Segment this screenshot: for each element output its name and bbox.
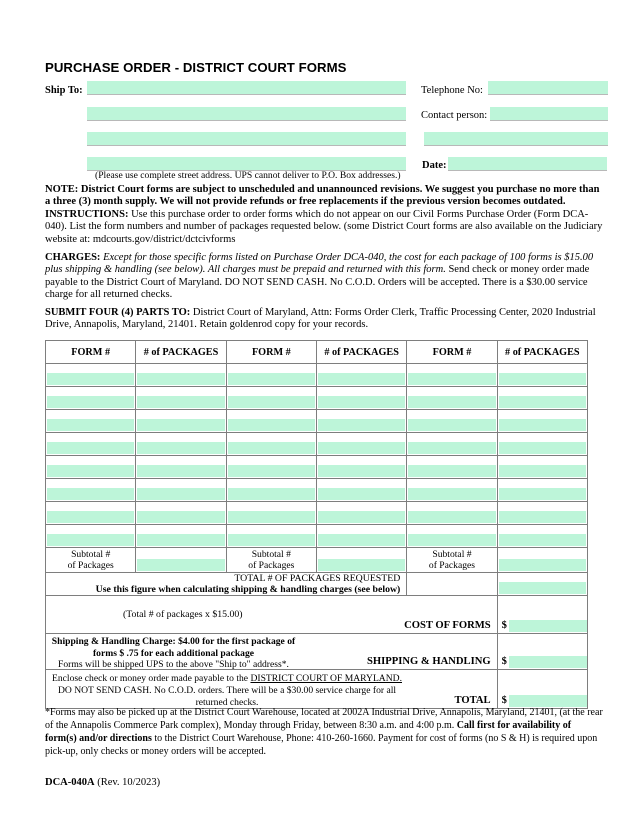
form-revision: (Rev. 10/2023) [97, 777, 161, 788]
shipping-handling-label: SHIPPING & HANDLING [367, 656, 491, 667]
form-number-cell [407, 479, 497, 502]
subtotal-label-line2: of Packages [248, 560, 295, 571]
form-number-input[interactable] [408, 419, 495, 431]
cost-of-forms-label: COST OF FORMS [404, 620, 491, 631]
package-count-input[interactable] [318, 396, 405, 408]
column-header-form-number: FORM # [407, 341, 497, 364]
ship-to-label: Ship To: [45, 85, 83, 96]
column-header-form-number: FORM # [46, 341, 136, 364]
package-count-input[interactable] [137, 488, 224, 500]
instructions-text: Use this purchase order to order forms which do not appear on our Civil Forms Purchase Order (Form DCA-040). List the form numbers and number of packages requested below. (some District Court forms are also available on the Judiciary website at: mdcourts.gov/district/dctcivforms [45, 208, 603, 245]
package-count-cell [497, 456, 587, 479]
form-number-input[interactable] [47, 419, 134, 431]
submit-paragraph [45, 307, 605, 332]
charges-text: Send check or money order made payable to the District Court of Maryland. DO NOT SEND CASH. No C.O.D. Orders will be accepted. There is a $30.00 service charge for all returned checks. [45, 264, 590, 301]
subtotal-label-line2: of Packages [67, 560, 114, 571]
package-count-input[interactable] [499, 419, 586, 431]
table-row [46, 410, 588, 433]
package-count-cell [136, 364, 226, 387]
package-count-cell [316, 410, 406, 433]
note-text: District Court forms are subject to unscheduled and unannounced revisions. We suggest you purchase no more than a three (3) month supply. We will not provide refunds or free replacements if the previous version becomes outdated. [45, 184, 600, 208]
form-number-cell [407, 387, 497, 410]
subtotal-row [46, 548, 588, 573]
form-number-input[interactable] [228, 534, 315, 546]
total-packages-label-cell [46, 573, 407, 596]
package-count-input[interactable] [499, 534, 586, 546]
note-label: NOTE: [45, 184, 79, 195]
form-number-cell [407, 410, 497, 433]
total-amount-cell [497, 670, 587, 709]
total-amount-input[interactable] [509, 695, 587, 707]
contact-extra-input[interactable] [424, 132, 608, 146]
form-number-cell [226, 479, 316, 502]
payment-line-2: DO NOT SEND CASH. No C.O.D. orders. There will be a $30.00 service charge for all [57, 685, 397, 696]
package-count-input[interactable] [318, 511, 405, 523]
payment-instructions [46, 673, 408, 709]
payment-info-cell [46, 670, 498, 709]
ship-to-line-1-input[interactable] [87, 81, 406, 95]
subtotal-cell [136, 548, 226, 573]
shipping-row [46, 634, 588, 670]
package-count-cell [316, 525, 406, 548]
table-row [46, 479, 588, 502]
pickup-call-first: Call first for availability of form(s) and/or directions [45, 719, 572, 744]
package-count-input[interactable] [318, 442, 405, 454]
package-count-input[interactable] [318, 373, 405, 385]
package-count-cell [497, 479, 587, 502]
payment-line-3: returned checks. [195, 697, 259, 708]
contact-person-input[interactable] [490, 107, 608, 121]
dollar-sign: $ [501, 695, 507, 706]
instructions-paragraph [45, 209, 605, 246]
form-number-cell [407, 456, 497, 479]
shipping-line-3: Forms will be shipped UPS to the above "Ship to" address*. [58, 659, 289, 671]
subtotal-label-cell [46, 548, 136, 573]
package-count-cell [497, 410, 587, 433]
form-id: DCA-040A [45, 777, 95, 788]
charges-paragraph [45, 252, 605, 302]
pickup-text-2: to the District Court Warehouse, Phone: 410-260-1660. Payment for cost of forms (no S & H) is required upon pick-up, only checks or money orders will be accepted. [45, 732, 598, 757]
form-number-cell [46, 456, 136, 479]
ship-to-line-4-input[interactable] [87, 157, 406, 171]
package-count-cell [497, 433, 587, 456]
form-number-cell [226, 410, 316, 433]
empty-cell [407, 573, 497, 596]
form-number-input[interactable] [47, 373, 134, 385]
form-number-input[interactable] [47, 465, 134, 477]
package-count-cell [316, 433, 406, 456]
subtotal-label-line1: Subtotal # [432, 549, 472, 560]
form-number-input[interactable] [408, 511, 495, 523]
total-packages-input[interactable] [499, 582, 586, 594]
package-count-input[interactable] [318, 465, 405, 477]
package-count-input[interactable] [499, 511, 586, 523]
order-table [45, 340, 588, 709]
submit-text: District Court of Maryland, Attn: Forms Order Clerk, Traffic Processing Center, 2020 Industrial Drive, Annapolis, Maryland, 21401. Retain goldenrod copy for your records. [45, 307, 596, 331]
form-number-cell [407, 364, 497, 387]
form-number-input[interactable] [47, 534, 134, 546]
form-number-input[interactable] [228, 488, 315, 500]
package-count-cell [136, 525, 226, 548]
date-input[interactable] [448, 157, 607, 171]
form-number-input[interactable] [228, 465, 315, 477]
form-number-input[interactable] [47, 396, 134, 408]
shipping-handling-input[interactable] [509, 656, 587, 668]
subtotal-label-line2: of Packages [428, 560, 476, 571]
instructions-label: INSTRUCTIONS: [45, 208, 129, 220]
package-count-input[interactable] [499, 373, 586, 385]
table-row [46, 387, 588, 410]
form-number-cell [46, 364, 136, 387]
package-count-input[interactable] [137, 419, 224, 431]
pickup-text-1: *Forms may also be picked up at the District Court Warehouse, located at 2002A Industrial Drive, Annapolis, Maryland, 21401, (at the rear of the Annapolis Commerce Park complex), Monday through Friday, between 8:30 a.m. and 4:00 p.m. [45, 707, 603, 731]
subtotal-3-input[interactable] [499, 559, 586, 571]
table-row [46, 433, 588, 456]
table-header-row [46, 341, 588, 364]
form-number-cell [226, 387, 316, 410]
subtotal-2-input[interactable] [318, 559, 405, 571]
package-count-input[interactable] [499, 442, 586, 454]
form-number-cell [226, 502, 316, 525]
form-number-cell [407, 525, 497, 548]
pickup-note [45, 707, 605, 759]
package-count-cell [136, 433, 226, 456]
subtotal-label-cell [407, 548, 497, 573]
form-number-input[interactable] [408, 465, 495, 477]
date-label: Date: [422, 160, 447, 171]
column-header-form-number: FORM # [226, 341, 316, 364]
grand-total-row [46, 670, 588, 709]
table-row [46, 456, 588, 479]
note-and-instructions [45, 184, 605, 246]
form-number-input[interactable] [408, 442, 495, 454]
package-count-cell [316, 456, 406, 479]
form-number-input[interactable] [408, 373, 495, 385]
form-number-input[interactable] [47, 442, 134, 454]
table-row [46, 525, 588, 548]
shipping-line-1: Shipping & Handling Charge: $4.00 for the first package of [51, 636, 296, 647]
cost-of-forms-amount-cell [497, 596, 587, 634]
page-title: PURCHASE ORDER - DISTRICT COURT FORMS [45, 60, 347, 75]
form-number-cell [46, 502, 136, 525]
form-number-cell [226, 433, 316, 456]
form-number-input[interactable] [47, 488, 134, 500]
form-number-cell [46, 525, 136, 548]
form-number-input[interactable] [228, 396, 315, 408]
subtotal-label-cell [226, 548, 316, 573]
package-count-input[interactable] [318, 488, 405, 500]
payment-line-1: Enclose check or money order made payable to the [52, 673, 249, 684]
form-number-cell [226, 525, 316, 548]
form-number-input[interactable] [408, 534, 495, 546]
form-number-cell [46, 387, 136, 410]
package-count-cell [497, 364, 587, 387]
form-number-cell [407, 502, 497, 525]
cost-of-forms-input[interactable] [509, 620, 587, 632]
address-note: (Please use complete street address. UPS cannot deliver to P.O. Box addresses.) [95, 170, 401, 181]
form-number-cell [46, 479, 136, 502]
form-number-input[interactable] [228, 442, 315, 454]
dollar-sign: $ [501, 620, 507, 631]
charges-italic-text: Except for those specific forms listed on Purchase Order DCA-040, the cost for each package of 100 forms is $15.00 plus shipping & handling (see below). All charges must be prepaid and returned with this form. [45, 252, 594, 276]
form-number-cell [226, 456, 316, 479]
ship-to-line-2-input[interactable] [87, 107, 406, 121]
package-count-input[interactable] [137, 373, 224, 385]
form-number-cell [46, 410, 136, 433]
shipping-line-2: forms $ .75 for each additional package [92, 647, 255, 659]
form-number-input[interactable] [408, 488, 495, 500]
package-count-cell [136, 456, 226, 479]
form-number-cell [226, 364, 316, 387]
package-count-input[interactable] [499, 488, 586, 500]
submit-label: SUBMIT FOUR (4) PARTS TO: [45, 307, 191, 318]
note-paragraph [45, 184, 605, 209]
shipping-label-cell [46, 634, 498, 670]
package-count-input[interactable] [137, 534, 224, 546]
package-count-cell [316, 502, 406, 525]
shipping-description [46, 636, 301, 671]
total-packages-label: TOTAL # OF PACKAGES REQUESTED [234, 573, 401, 584]
telephone-label: Telephone No: [421, 85, 483, 96]
package-count-cell [316, 479, 406, 502]
form-identifier [45, 776, 160, 789]
shipping-amount-cell [497, 634, 587, 670]
package-count-cell [136, 387, 226, 410]
form-number-input[interactable] [228, 511, 315, 523]
package-count-cell [316, 364, 406, 387]
contact-person-label: Contact person: [421, 110, 488, 121]
package-count-input[interactable] [137, 465, 224, 477]
form-number-cell [407, 433, 497, 456]
payment-payee: DISTRICT COURT OF MARYLAND. [250, 673, 402, 684]
subtotal-cell [497, 548, 587, 573]
package-count-cell [497, 387, 587, 410]
form-number-input[interactable] [47, 511, 134, 523]
column-header-packages: # of PACKAGES [316, 341, 406, 364]
package-count-input[interactable] [499, 396, 586, 408]
cost-of-forms-label-cell [46, 596, 498, 634]
telephone-input[interactable] [488, 81, 608, 95]
dollar-sign: $ [501, 656, 507, 667]
package-count-cell [497, 502, 587, 525]
subtotal-cell [316, 548, 406, 573]
subtotal-1-input[interactable] [137, 559, 224, 571]
cost-of-forms-row [46, 596, 588, 634]
charges-label: CHARGES: [45, 252, 101, 263]
column-header-packages: # of PACKAGES [497, 341, 587, 364]
form-number-input[interactable] [228, 373, 315, 385]
table-row [46, 364, 588, 387]
total-label: TOTAL [454, 695, 491, 706]
table-row [46, 502, 588, 525]
package-count-input[interactable] [318, 534, 405, 546]
subtotal-label-line1: Subtotal # [251, 549, 291, 560]
subtotal-label-line1: Subtotal # [71, 549, 111, 560]
form-number-input[interactable] [408, 396, 495, 408]
package-count-cell [316, 387, 406, 410]
package-count-cell [497, 525, 587, 548]
total-packages-cell [497, 573, 587, 596]
total-packages-note: Use this figure when calculating shipping & handling charges (see below) [95, 584, 401, 595]
package-count-cell [136, 502, 226, 525]
ship-to-line-3-input[interactable] [87, 132, 406, 146]
package-count-cell [136, 479, 226, 502]
column-header-packages: # of PACKAGES [136, 341, 226, 364]
form-number-cell [46, 433, 136, 456]
cost-formula: (Total # of packages x $15.00) [123, 609, 243, 620]
package-count-input[interactable] [499, 465, 586, 477]
package-count-input[interactable] [137, 396, 224, 408]
total-packages-row [46, 573, 588, 596]
package-count-cell [136, 410, 226, 433]
package-count-input[interactable] [318, 419, 405, 431]
package-count-input[interactable] [137, 511, 224, 523]
form-number-input[interactable] [228, 419, 315, 431]
package-count-input[interactable] [137, 442, 224, 454]
